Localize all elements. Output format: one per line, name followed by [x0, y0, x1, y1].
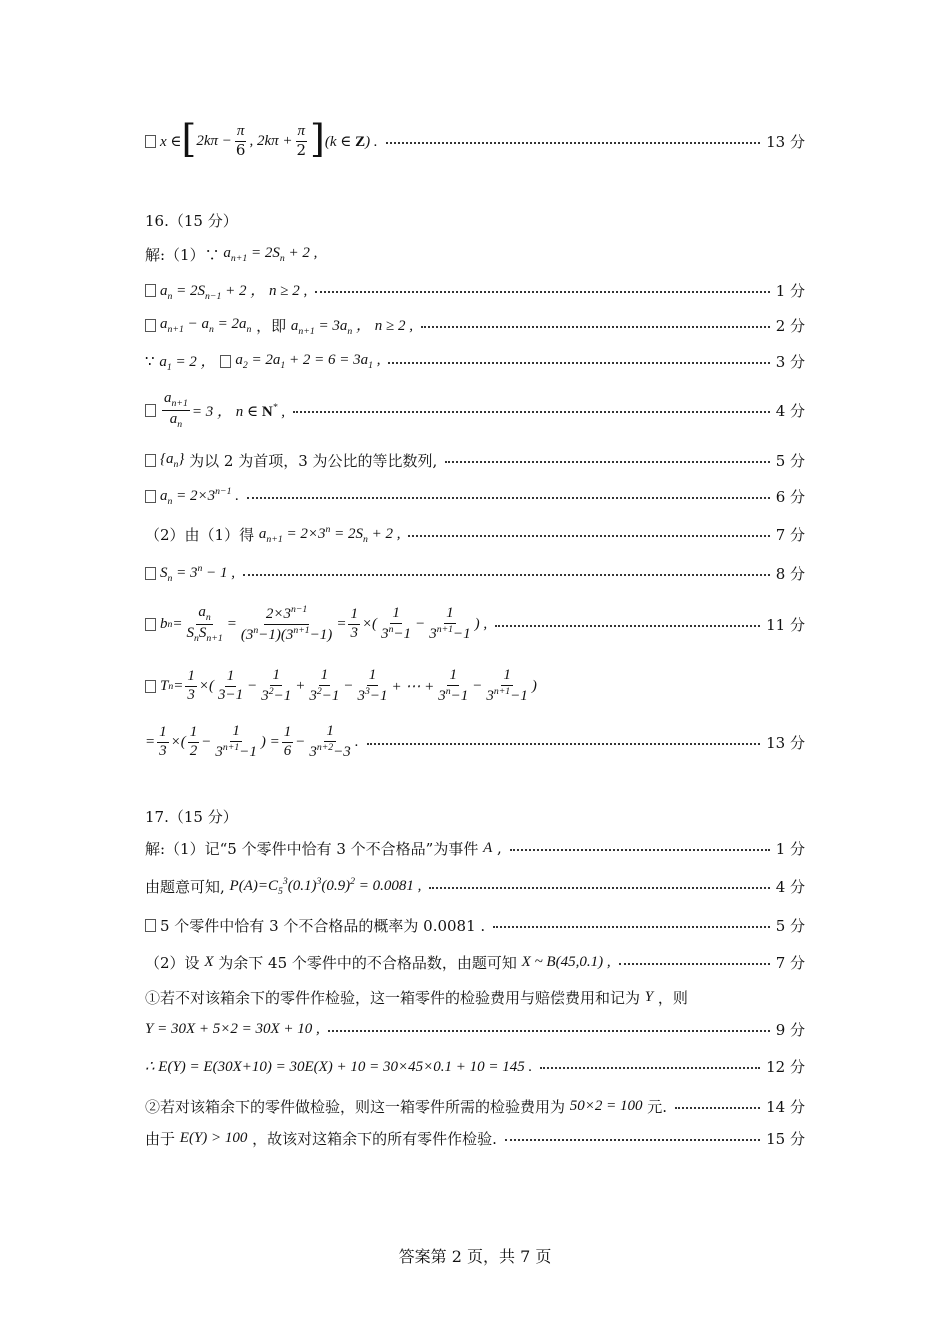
dot-leader: [367, 743, 761, 745]
line-lead: x ∈ [ 2kπ − $\frac{\pi}{6}$ , 2kπ + $\frac{\pi}{2}$ ] (k ∈ Z) .: [145, 122, 378, 160]
page-footer: 答案第 2 页，共 7 页: [398, 1247, 552, 1266]
score-label: 12 分: [766, 1057, 805, 1076]
dot-leader: [293, 411, 770, 413]
placeholder-box-icon: [145, 454, 156, 467]
placeholder-box-icon: [145, 135, 156, 148]
dot-leader: [493, 926, 770, 928]
line-lead: $\{a_n\}$ 为以 2 为首项，3 为公比的等比数列,: [145, 450, 437, 471]
line-lead: $S_n = 3^n - 1$ ,: [145, 563, 235, 584]
heading-text: 17.（15 分）: [145, 807, 238, 826]
line-16-Tn: [145, 662, 805, 710]
placeholder-box-icon: [220, 355, 231, 368]
line-17-2-define: [145, 950, 805, 974]
line-16-step-2: [145, 313, 805, 337]
dot-leader: [675, 1107, 760, 1109]
line-16-step-5: [145, 448, 805, 472]
dot-leader: [421, 326, 770, 328]
line-16-step-3: [145, 349, 805, 373]
dot-leader: [247, 497, 770, 499]
placeholder-box-icon: [145, 567, 156, 580]
line-lead: $a_n = 2\times 3^{n-1}$ .: [145, 486, 239, 507]
line-16-step-6: [145, 484, 805, 508]
dot-leader: [505, 1139, 760, 1141]
dot-leader: [386, 142, 761, 144]
line-lead: Y = 30X + 5×2 = 30X + 10 ,: [145, 1020, 320, 1037]
line-lead: 解:（1）记“5 个零件中恰有 3 个不合格品”为事件 A ,: [145, 839, 502, 858]
dot-leader: [388, 362, 769, 364]
line-lead: 5 个零件中恰有 3 个不合格品的概率为 0.0081 .: [145, 915, 485, 936]
line-lead: （2）由（1）得 $a_{n+1} = 2\times 3^n = 2S_n + 2$ ,: [145, 523, 401, 545]
line-17-conclusion-1: [145, 913, 805, 937]
line-lead: b n = $\frac{a_n}{S_nS_{n+1}}$ = $\frac{2\times 3^{n-1}}{(3^n-1)(3^{n+1}-1)}$ = $\frac{1}{3}$ ×( $\frac{1}{3^n-1}$ − $\frac{1}{3^{n+1}-1}$ ) ,: [145, 604, 487, 644]
score-label: 9 分: [775, 1020, 805, 1039]
dot-leader: [619, 963, 770, 965]
line-16-step-4: [145, 388, 805, 432]
line-16-1-given: [145, 242, 805, 266]
score-label: 6 分: [775, 487, 805, 506]
line-17-final: [145, 1126, 805, 1150]
placeholder-box-icon: [145, 319, 156, 332]
score-label: 1 分: [775, 839, 805, 858]
line-17-case-1: [145, 985, 805, 1009]
score-label: 14 分: [766, 1097, 805, 1116]
line-lead: 由题意可知, $P(A)=C_5^3(0.1)^3(0.9)^2 = 0.0081$ ,: [145, 875, 422, 897]
score-label: 15 分: [766, 1129, 805, 1148]
score-label: 5 分: [775, 451, 805, 470]
dot-leader: [540, 1067, 760, 1069]
score-label: 2 分: [775, 316, 805, 335]
line-lead: ①若不对该箱余下的零件作检验，这一箱零件的检验费用与赔偿费用和记为 Y ，则: [145, 988, 688, 1007]
dot-leader: [408, 535, 769, 537]
score-label: 3 分: [775, 352, 805, 371]
score-label: 1 分: [775, 281, 805, 300]
line-lead: $a_{n+1} - a_n = 2a_n$ ，即 $a_{n+1} = 3a_n$ ， n ≥ 2 ,: [145, 314, 413, 337]
line-lead: （2）设 X 为余下 45 个零件中的不合格品数，由题可知 X ~ B(45,0.1) ,: [145, 953, 611, 972]
dot-leader: [510, 849, 770, 851]
line-16-Tn-result: [145, 718, 805, 766]
line-17-prob: [145, 872, 805, 900]
line-lead: $a_n = 2S_{n-1} + 2$ ， n ≥ 2 ,: [145, 279, 307, 302]
line-16-step-8: [145, 561, 805, 585]
line-lead: ∴ E(Y) = E(30X+10) = 30E(X) + 10 = 30×45×0.1 + 10 = 145 .: [145, 1058, 533, 1075]
line-16-step-1: [145, 278, 805, 302]
score-label: 4 分: [775, 877, 805, 896]
line-lead: $\frac{a_{n+1}}{a_n}$ = 3 ， n ∈ N* ,: [145, 390, 285, 429]
placeholder-box-icon: [145, 919, 156, 932]
line-lead: 解:（1）∵ $a_{n+1} = 2S_n + 2$ ,: [145, 244, 318, 264]
line-lead: T n = $\frac{1}{3}$ ×( $\frac{1}{3-1}$ − $\frac{1}{3^2-1}$ + $\frac{1}{3^2-1}$ − $\frac{1}{3^3-1}$ + ⋯ + $\frac{1}{3^n-1}$ − $\frac{1}{3^{n+1}-1}$ ): [145, 667, 537, 705]
problem-16-heading: [145, 208, 805, 232]
score-label: 13 分: [766, 733, 805, 752]
problem-17-heading: [145, 804, 805, 828]
placeholder-box-icon: [145, 490, 156, 503]
line-17-1-define: [145, 836, 805, 860]
dot-leader: [243, 574, 770, 576]
line-lead: = $\frac{1}{3}$ ×( $\frac{1}{2}$ − $\frac{1}{3^{n+1}-1}$ ) = $\frac{1}{6}$ − $\frac{1}{3^{n+2}-3}$ .: [145, 723, 359, 760]
score-label: 4 分: [775, 401, 805, 420]
line-lead: 由于 E(Y) > 100 ，故该对这箱余下的所有零件作检验.: [145, 1129, 497, 1148]
dot-leader: [495, 625, 760, 627]
score-label: 8 分: [775, 564, 805, 583]
line-17-case-2: [145, 1094, 805, 1118]
score-label: 11 分: [766, 615, 805, 634]
score-label: 7 分: [775, 953, 805, 972]
line-16-part-2: [145, 522, 805, 546]
line-16-bn: [145, 600, 805, 648]
heading-text: 16.（15 分）: [145, 211, 238, 230]
placeholder-box-icon: [145, 680, 156, 693]
dot-leader: [315, 291, 769, 293]
placeholder-box-icon: [145, 618, 156, 631]
line-lead: ②若对该箱余下的零件做检验，则这一箱零件所需的检验费用为 50×2 = 100 元.: [145, 1097, 668, 1116]
line-17-Y: [145, 1017, 805, 1041]
placeholder-box-icon: [145, 284, 156, 297]
dot-leader: [328, 1030, 770, 1032]
line-lead: ∵ $a_1 = 2$ ， $a_2 = 2a_1 + 2 = 6 = 3a_1$ ,: [145, 351, 381, 373]
line-17-EY: [145, 1053, 805, 1079]
dot-leader: [445, 461, 769, 463]
line-interval-result: [145, 118, 805, 164]
placeholder-box-icon: [145, 404, 156, 417]
score-label: 13 分: [766, 132, 805, 151]
score-label: 7 分: [775, 525, 805, 544]
dot-leader: [429, 887, 769, 889]
score-label: 5 分: [775, 916, 805, 935]
